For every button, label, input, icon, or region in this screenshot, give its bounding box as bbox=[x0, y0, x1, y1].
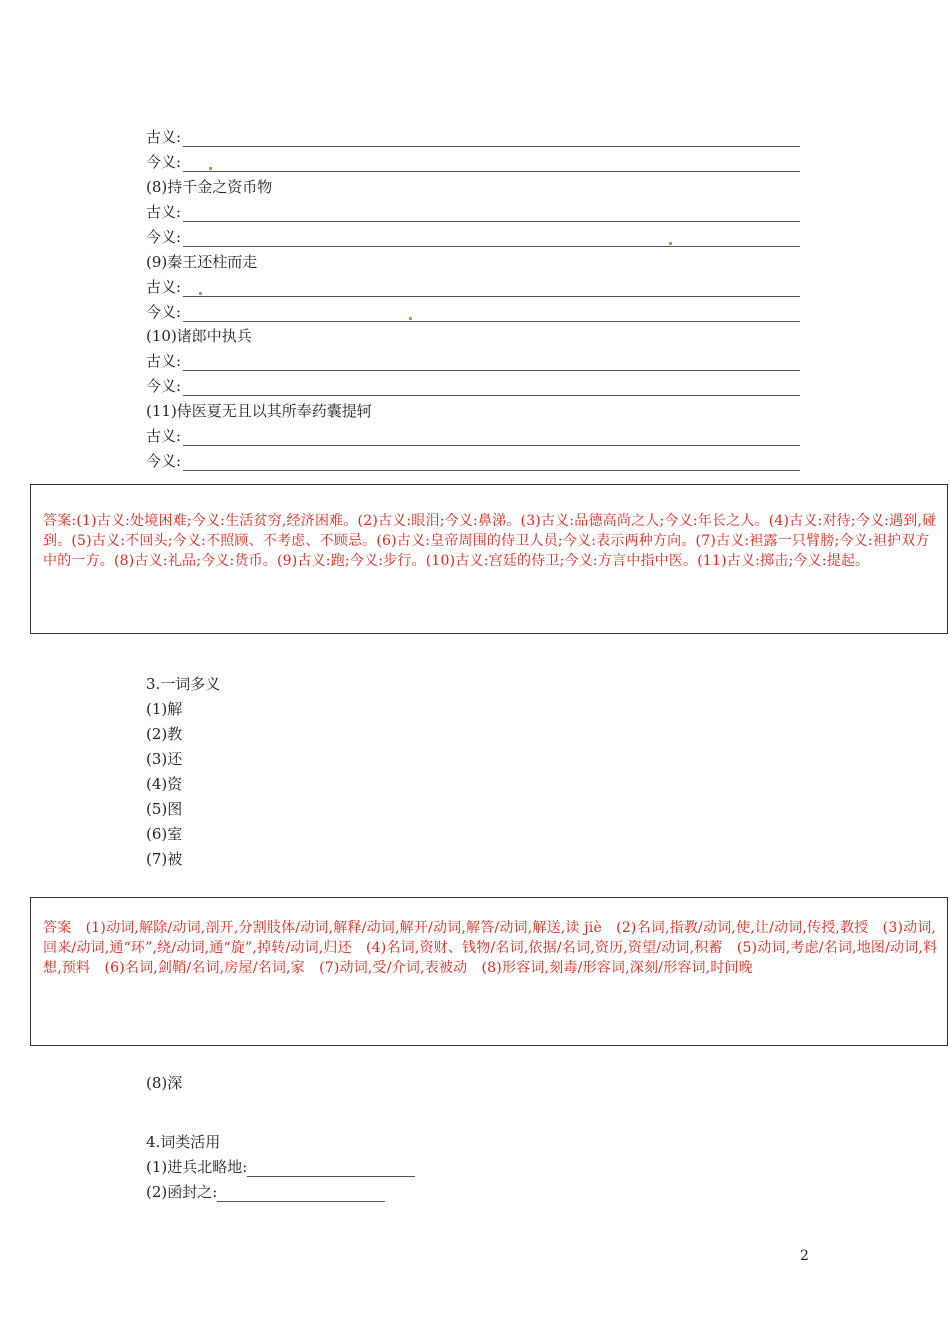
polysemy-item-7: (7)被 bbox=[146, 850, 183, 868]
gu-row-11 bbox=[146, 426, 800, 446]
gu-label: 古义: bbox=[146, 352, 182, 370]
gu-label: 古义: bbox=[146, 128, 182, 146]
jin-row-9 bbox=[146, 302, 800, 322]
answer-blank[interactable] bbox=[183, 307, 800, 322]
jin-label: 今义: bbox=[146, 377, 182, 395]
conversion-row-1 bbox=[146, 1157, 415, 1177]
jin-row-11 bbox=[146, 451, 800, 471]
conversion-item-1: (1)进兵北略地: bbox=[146, 1158, 248, 1176]
polysemy-item-3: (3)还 bbox=[146, 750, 183, 768]
item-10: (10)诸郎中执兵 bbox=[146, 327, 252, 345]
mark-dot bbox=[669, 242, 672, 245]
answer-text-1: 答案:(1)古义:处境困难;今义:生活贫穷,经济困难。(2)古义:眼泪;今义:鼻涕。(3)古义:品德高尚之人;今义:年长之人。(4)古义:对待;今义:遇到,碰到。(5)古义:不回头;今义:不照顾、不考虑、不顾忌。(6)古义:皇帝周围的侍卫人员;今义:表示两种方向。(7)古义:袒露一只臂膀;今义:袒护双方中的一方。(8)古义:礼品;今义:货币。(9)古义:跑;今义:步行。(10)古义:宫廷的侍卫;今义:方言中指中医。(11)古义:掷击;今义:提起。 bbox=[43, 513, 937, 569]
answer-blank[interactable] bbox=[183, 232, 800, 247]
jin-label: 今义: bbox=[146, 228, 182, 246]
answer-blank[interactable] bbox=[183, 207, 800, 222]
section4-title: 4.词类活用 bbox=[146, 1133, 221, 1151]
polysemy-item-6: (6)室 bbox=[146, 825, 183, 843]
answer-blank[interactable] bbox=[183, 381, 800, 396]
jin-row-8 bbox=[146, 227, 800, 247]
answer-blank[interactable] bbox=[183, 431, 800, 446]
item-11: (11)侍医夏无且以其所奉药囊提轲 bbox=[146, 402, 372, 420]
gu-row-7 bbox=[146, 127, 800, 147]
answer-blank[interactable] bbox=[183, 456, 800, 471]
answer-text-2: 答案 (1)动词,解除/动词,剖开,分割肢体/动词,解释/动词,解开/动词,解答/动词,解送,读 jiè (2)名词,指教/动词,使,让/动词,传授,教授 (3)动词,回来/动词,通“环”,绕/动词,通“旋”,掉转/动词,归还 (4)名词,资财、钱物/名词,依据/名词,资历,资望/动词,积蓄 (5)动词,考虑/名词,地图/动词,料想,预料 (6)名词,剑鞘/名词,房屋/名词,家 (7)动词,受/介词,表被动 (8)形容词,刻毒/形容词,深刻/形容词,时间晚 bbox=[43, 920, 938, 976]
answer-blank[interactable] bbox=[183, 356, 800, 371]
polysemy-item-4: (4)资 bbox=[146, 775, 183, 793]
answer-blank[interactable] bbox=[247, 1162, 415, 1177]
gu-row-10 bbox=[146, 351, 800, 371]
item-9: (9)秦王还柱而走 bbox=[146, 253, 258, 271]
answer-blank[interactable] bbox=[183, 282, 800, 297]
item-8: (8)持千金之资币物 bbox=[146, 178, 273, 196]
jin-row-10 bbox=[146, 376, 800, 396]
conversion-row-2 bbox=[146, 1182, 385, 1202]
answer-blank[interactable] bbox=[217, 1187, 385, 1202]
answer-box-1 bbox=[30, 484, 948, 634]
gu-label: 古义: bbox=[146, 427, 182, 445]
answer-blank[interactable] bbox=[183, 157, 800, 172]
polysemy-item-1: (1)解 bbox=[146, 700, 183, 718]
jin-label: 今义: bbox=[146, 303, 182, 321]
mark-dot bbox=[209, 167, 212, 170]
gu-row-8 bbox=[146, 202, 800, 222]
polysemy-item-2: (2)教 bbox=[146, 725, 183, 743]
jin-label: 今义: bbox=[146, 153, 182, 171]
polysemy-item-8: (8)深 bbox=[146, 1074, 183, 1092]
mark-dot bbox=[199, 292, 202, 295]
gu-label: 古义: bbox=[146, 278, 182, 296]
answer-box-2 bbox=[30, 897, 948, 1046]
jin-label: 今义: bbox=[146, 452, 182, 470]
jin-row-7 bbox=[146, 152, 800, 172]
answer-blank[interactable] bbox=[183, 132, 800, 147]
section3-title: 3.一词多义 bbox=[146, 675, 221, 693]
gu-label: 古义: bbox=[146, 203, 182, 221]
conversion-item-2: (2)函封之: bbox=[146, 1183, 218, 1201]
page-number: 2 bbox=[800, 1248, 809, 1264]
gu-row-9 bbox=[146, 277, 800, 297]
polysemy-item-5: (5)图 bbox=[146, 800, 183, 818]
mark-dot bbox=[409, 317, 412, 320]
